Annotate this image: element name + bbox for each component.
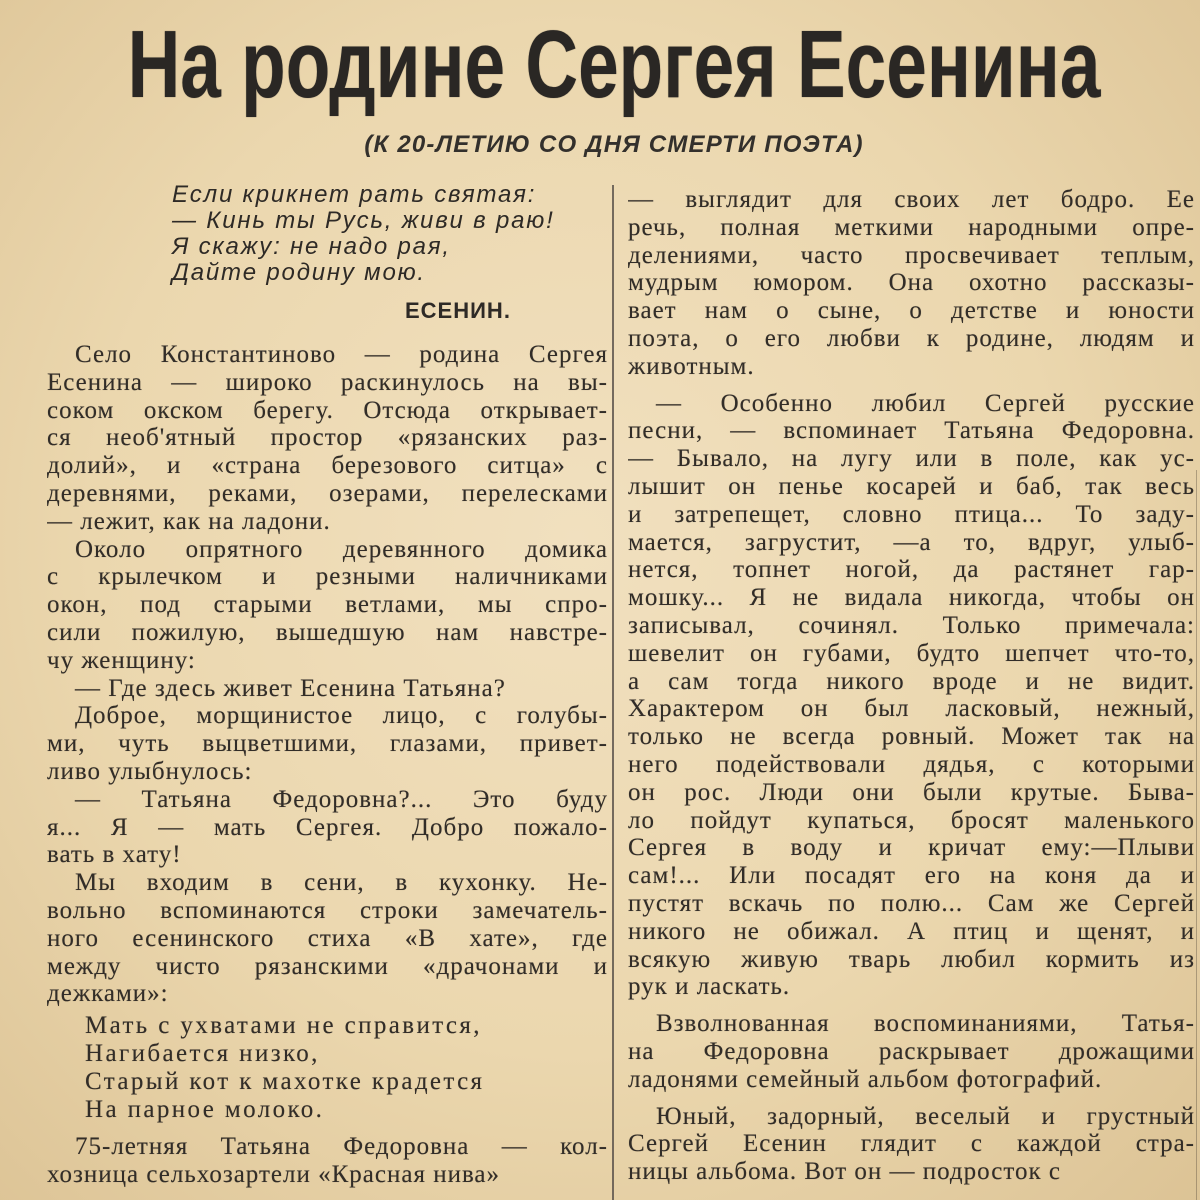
text-line: вольно вспоминаются строки замечатель- — [47, 896, 608, 924]
text-line: окон, под старыми ветлами, мы спро- — [47, 591, 608, 619]
paragraph — [628, 1103, 1195, 1186]
text-line: и затрепещет, словно птица... То заду- — [628, 500, 1195, 528]
poem-line: Старый кот к махотке крадется — [85, 1067, 485, 1095]
left-column — [47, 341, 608, 1200]
text-line: сили пожилую, вышедшую нам навстре- — [47, 618, 608, 646]
text-line: Доброе, морщинистое лицо, с голубы- — [75, 702, 608, 730]
text-line: него подействовали дядья, с которыми — [628, 750, 1195, 778]
text-line: ливо улыбнулось: — [47, 757, 253, 785]
poem-line: На парное молоко. — [85, 1095, 325, 1123]
text-line: вать в хату! — [47, 841, 182, 869]
text-line: чу женщину: — [47, 646, 196, 674]
text-line: между чисто рязанскими «драчонами и — [47, 952, 608, 980]
poem-line: Нагибается низко, — [85, 1039, 320, 1067]
article-title: На родине Сергея Есенина — [127, 11, 1101, 118]
text-line: ло пойдут купаться, бросят маленького — [628, 806, 1195, 834]
epigraph-line: Я скажу: не надо рая, — [172, 233, 451, 260]
paragraph — [47, 341, 608, 536]
paragraph — [47, 786, 608, 869]
text-line: Характером он был ласковый, нежный, — [628, 695, 1195, 723]
text-line: речь, полная меткими народными опре- — [628, 213, 1195, 241]
text-line: — Бывало, на лугу или в поле, как ус- — [628, 445, 1195, 473]
text-line: Сергея в воду и кричат ему:—Плыви — [628, 834, 1195, 862]
text-line: я... Я — мать Сергея. Добро пожало- — [47, 813, 608, 841]
paragraph — [628, 390, 1195, 1002]
text-line: он рос. Люди они были крутые. Быва- — [628, 778, 1195, 806]
text-line: — Особенно любил Сергей русские — [656, 389, 1195, 417]
text-line: — выглядит для своих лет бодро. Ее — [628, 186, 1195, 213]
text-line: записывал, сочинял. Только примечала: — [628, 611, 1195, 639]
text-line: нется, топнет ногой, да растянет гар- — [628, 556, 1195, 584]
text-line: рук и ласкать. — [628, 973, 791, 1001]
text-line: делениями, часто просвечивает теплым, — [628, 241, 1195, 269]
text-line: вает нам о сыне, о детстве и юности — [628, 297, 1195, 325]
text-line: никого не обижал. А птиц и щенят, и — [628, 917, 1195, 945]
text-line: деревнями, реками, озерами, перелесками — [47, 479, 608, 507]
epigraph-line: Если крикнет рать святая: — [172, 181, 537, 208]
paragraph — [628, 1010, 1195, 1093]
text-line: лышит он пенье косарей и баб, так весь — [628, 472, 1195, 500]
text-line: сам!... Или посадят его на коня да и — [628, 862, 1195, 890]
poem-line: Мать с ухватами не справится, — [85, 1012, 482, 1040]
text-line: мудрым юмором. Она охотно рассказы- — [628, 269, 1195, 297]
text-line: — Где здесь живет Есенина Татьяна? — [75, 674, 506, 702]
text-line: — лежит, как на ладони. — [47, 507, 331, 535]
text-line: поэта, о его любви к родине, людям и — [628, 324, 1195, 352]
text-line: Село Константиново — родина Сергея — [75, 341, 608, 368]
text-line: ми, чуть выцветшими, глазами, привет- — [47, 730, 608, 758]
right-edge-rule — [1196, 470, 1197, 1200]
text-line: Взволнованная воспоминаниями, Татья- — [656, 1010, 1195, 1038]
text-line: дежками»: — [47, 980, 169, 1008]
text-line: песни, — вспоминает Татьяна Федоровна. — [628, 417, 1195, 445]
text-line: с крылечком и резными наличниками — [47, 563, 608, 591]
paragraph — [47, 869, 608, 1008]
text-line: а сам тогда никого вроде и не видит. — [628, 667, 1195, 695]
text-line: всякую живую тварь любил кормить из — [628, 945, 1195, 973]
text-line: Сергей Есенин глядит с каждой стра- — [628, 1130, 1195, 1158]
text-line: ся необ'ятный простор «рязанских раз- — [47, 424, 608, 452]
paragraph — [628, 186, 1195, 381]
text-line: на Федоровна раскрывает дрожащими — [628, 1037, 1195, 1065]
paragraph — [47, 702, 608, 785]
text-line: Юный, задорный, веселый и грустный — [656, 1102, 1195, 1130]
column-divider — [612, 185, 614, 1200]
text-line: долий», и «страна березового ситца» с — [47, 452, 608, 480]
text-line: шевелит он губами, будто шепчет что-то, — [628, 639, 1195, 667]
paragraph — [47, 675, 608, 703]
text-line: Есенина — широко раскинулось на вы- — [47, 368, 608, 396]
right-column — [628, 186, 1195, 1200]
epigraph — [172, 182, 555, 286]
text-line: животным. — [628, 352, 755, 380]
text-line: ного есенинского стиха «В хате», где — [47, 924, 608, 952]
epigraph-line: — Кинь ты Русь, живи в раю! — [172, 207, 555, 234]
paragraph — [47, 1133, 608, 1189]
text-line: Мы входим в сени, в кухонку. Не- — [75, 869, 608, 897]
text-line: Около опрятного деревянного домика — [75, 535, 608, 563]
article-subtitle: (К 20-ЛЕТИЮ СО ДНЯ СМЕРТИ ПОЭТА) — [364, 131, 864, 158]
text-line: только не всегда ровный. Может так на — [628, 723, 1195, 751]
poem-quote — [47, 1012, 608, 1123]
epigraph-line: Дайте родину мою. — [172, 259, 426, 286]
text-line: соком окском берегу. Отсюда открывает- — [47, 396, 608, 424]
text-line: — Татьяна Федоровна?... Это буду — [75, 785, 608, 813]
epigraph-author: ЕСЕНИН. — [405, 298, 511, 323]
text-line: мошку... Я не видала никогда, чтобы он — [628, 584, 1195, 612]
text-line: ницы альбома. Вот он — подросток с — [628, 1158, 1061, 1186]
text-line: мается, загрустит, —а то, вдруг, улыб- — [628, 528, 1195, 556]
text-line: ладонями семейный альбом фотографий. — [628, 1065, 1103, 1093]
paragraph — [47, 536, 608, 675]
text-line: хозница сельхозартели «Красная нива» — [47, 1161, 501, 1189]
text-line: пустят вскачь по полю... Сам же Сергей — [628, 889, 1195, 917]
text-line: 75-летняя Татьяна Федоровна — кол- — [75, 1133, 608, 1161]
